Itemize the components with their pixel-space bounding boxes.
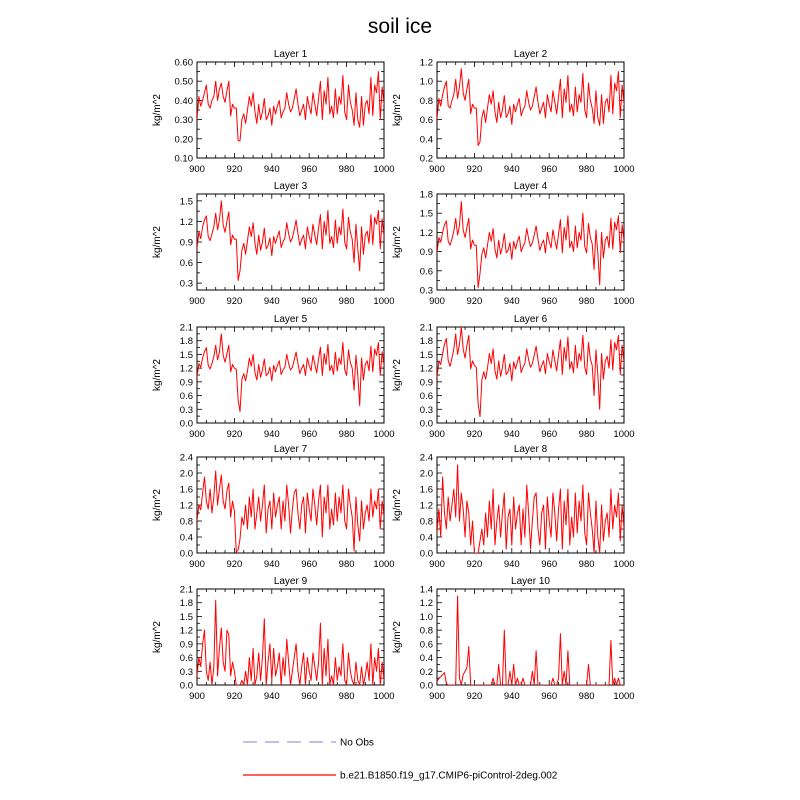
x-tick-label: 940 [503, 164, 520, 175]
x-tick-label: 960 [301, 559, 318, 570]
y-tick-label: 0.9 [419, 247, 433, 259]
y-tick-label: 1.2 [179, 216, 193, 228]
y-axis-label: kg/m^2 [392, 226, 403, 258]
series-line-layer-6 [437, 327, 626, 417]
x-tick-label: 960 [541, 559, 558, 570]
x-tick-label: 980 [338, 429, 355, 440]
panel-title: Layer 7 [273, 444, 308, 455]
y-tick-label: 0.60 [174, 57, 193, 69]
panel-title: Layer 3 [273, 181, 308, 192]
y-tick-label: 1.8 [179, 336, 193, 348]
x-tick-label: 940 [503, 296, 520, 307]
y-tick-label: 0.9 [179, 639, 193, 651]
x-tick-label: 900 [429, 559, 445, 570]
x-tick-label: 1000 [373, 164, 395, 175]
y-axis-label: kg/m^2 [152, 489, 163, 521]
y-tick-label: 0.2 [419, 153, 433, 165]
panel-title: Layer 2 [513, 49, 548, 60]
y-tick-label: 1.5 [179, 349, 193, 361]
panel-title: Layer 8 [513, 444, 548, 455]
y-tick-label: 0.0 [419, 680, 433, 692]
x-tick-label: 940 [263, 296, 280, 307]
x-tick-label: 960 [541, 429, 558, 440]
series-line-layer-2 [437, 69, 626, 146]
y-tick-label: 0.9 [419, 377, 433, 389]
panel-layer-1 [152, 49, 395, 175]
y-tick-label: 0.3 [179, 666, 193, 678]
y-tick-label: 2.1 [419, 322, 433, 334]
y-tick-label: 0.0 [179, 418, 193, 430]
x-tick-label: 920 [466, 296, 483, 307]
x-tick-label: 1000 [613, 691, 635, 702]
y-tick-label: 1.5 [419, 208, 433, 220]
y-tick-label: 0.8 [419, 95, 433, 107]
x-tick-label: 940 [263, 691, 280, 702]
legend [243, 738, 558, 782]
x-tick-label: 920 [466, 559, 483, 570]
y-tick-label: 1.2 [179, 500, 193, 512]
x-tick-label: 920 [226, 691, 243, 702]
y-tick-label: 1.0 [419, 76, 433, 88]
x-tick-label: 1000 [613, 296, 635, 307]
y-tick-label: 0.6 [179, 391, 193, 403]
x-tick-label: 1000 [373, 559, 395, 570]
x-tick-label: 940 [503, 559, 520, 570]
x-tick-label: 920 [226, 559, 243, 570]
y-tick-label: 0.6 [419, 115, 433, 127]
panel-title: Layer 10 [511, 576, 550, 587]
x-tick-label: 980 [578, 691, 595, 702]
x-tick-label: 920 [226, 296, 243, 307]
y-axis-label: kg/m^2 [152, 359, 163, 391]
x-tick-label: 940 [503, 691, 520, 702]
series-line-layer-10 [437, 596, 626, 685]
x-tick-label: 940 [263, 559, 280, 570]
x-tick-label: 980 [338, 164, 355, 175]
panel-layer-2 [392, 49, 635, 175]
x-tick-label: 960 [301, 296, 318, 307]
panel-layer-3 [152, 181, 395, 307]
y-axis-label: kg/m^2 [392, 359, 403, 391]
panel-layer-10 [392, 576, 635, 702]
x-tick-label: 980 [338, 691, 355, 702]
y-tick-label: 0.6 [419, 266, 433, 278]
x-tick-label: 960 [301, 691, 318, 702]
x-tick-label: 900 [429, 691, 445, 702]
y-tick-label: 0.4 [419, 134, 433, 146]
y-tick-label: 0.9 [179, 377, 193, 389]
x-tick-label: 940 [263, 164, 280, 175]
y-tick-label: 2.4 [179, 452, 193, 464]
series-line-layer-5 [197, 334, 386, 412]
x-tick-label: 980 [578, 559, 595, 570]
x-tick-label: 940 [263, 429, 280, 440]
panel-title: Layer 1 [273, 49, 308, 60]
x-tick-label: 980 [578, 429, 595, 440]
x-tick-label: 920 [466, 691, 483, 702]
y-tick-label: 0.40 [174, 95, 193, 107]
y-tick-label: 2.0 [179, 468, 193, 480]
y-tick-label: 1.2 [419, 227, 433, 239]
y-tick-label: 1.2 [179, 363, 193, 375]
series-line-layer-7 [197, 471, 386, 552]
x-tick-label: 960 [301, 429, 318, 440]
x-tick-label: 1000 [613, 559, 635, 570]
y-axis-label: kg/m^2 [392, 489, 403, 521]
legend-label-no-obs: No Obs [340, 737, 374, 749]
y-tick-label: 0.8 [179, 516, 193, 528]
y-tick-label: 1.8 [419, 336, 433, 348]
panel-title: Layer 4 [513, 181, 548, 192]
x-tick-label: 960 [541, 164, 558, 175]
y-tick-label: 0.6 [419, 391, 433, 403]
x-tick-label: 900 [189, 691, 205, 702]
plot-frame [437, 194, 624, 290]
y-tick-label: 0.8 [419, 516, 433, 528]
y-axis-label: kg/m^2 [152, 94, 163, 126]
x-tick-label: 900 [189, 164, 205, 175]
y-tick-label: 1.2 [179, 625, 193, 637]
x-tick-label: 1000 [373, 691, 395, 702]
y-tick-label: 0.0 [179, 548, 193, 560]
series-line-layer-1 [197, 72, 386, 141]
y-tick-label: 0.3 [179, 278, 193, 290]
x-tick-label: 980 [578, 164, 595, 175]
y-tick-label: 0.30 [174, 115, 193, 127]
y-tick-label: 1.0 [419, 611, 433, 623]
y-tick-label: 0.3 [419, 404, 433, 416]
panel-layer-9 [152, 576, 395, 702]
panel-layer-6 [392, 314, 635, 440]
plot-frame [437, 327, 624, 423]
y-tick-label: 0.4 [179, 532, 193, 544]
y-tick-label: 2.1 [179, 584, 193, 596]
y-tick-label: 2.0 [419, 468, 433, 480]
y-tick-label: 0.10 [174, 153, 193, 165]
y-tick-label: 1.5 [179, 611, 193, 623]
y-tick-label: 1.8 [419, 189, 433, 201]
legend-label-model: b.e21.B1850.f19_g17.CMIP6-piControl-2deg.002 [340, 770, 558, 782]
x-tick-label: 900 [429, 296, 445, 307]
x-tick-label: 1000 [613, 164, 635, 175]
panel-title: Layer 9 [273, 576, 308, 587]
panels-grid [152, 49, 635, 702]
x-tick-label: 920 [226, 164, 243, 175]
x-tick-label: 980 [578, 296, 595, 307]
y-tick-label: 0.0 [179, 680, 193, 692]
y-tick-label: 1.4 [419, 584, 433, 596]
x-tick-label: 900 [189, 429, 205, 440]
x-tick-label: 920 [466, 164, 483, 175]
x-tick-label: 900 [189, 559, 205, 570]
y-tick-label: 0.0 [419, 418, 433, 430]
y-tick-label: 0.6 [179, 653, 193, 665]
y-tick-label: 0.2 [419, 666, 433, 678]
y-tick-label: 1.2 [419, 363, 433, 375]
series-line-layer-3 [197, 201, 386, 281]
y-tick-label: 1.5 [179, 196, 193, 208]
x-tick-label: 1000 [373, 296, 395, 307]
x-tick-label: 900 [429, 164, 445, 175]
x-tick-label: 1000 [613, 429, 635, 440]
y-tick-label: 2.1 [179, 322, 193, 334]
y-tick-label: 1.2 [419, 57, 433, 69]
panel-layer-5 [152, 314, 395, 440]
y-tick-label: 0.0 [419, 548, 433, 560]
y-axis-label: kg/m^2 [392, 621, 403, 653]
panel-layer-4 [392, 181, 635, 307]
y-tick-label: 0.50 [174, 76, 193, 88]
panel-title: Layer 5 [273, 314, 308, 325]
series-line-layer-8 [437, 465, 626, 553]
y-tick-label: 0.6 [419, 639, 433, 651]
x-tick-label: 960 [541, 691, 558, 702]
x-tick-label: 1000 [373, 429, 395, 440]
y-tick-label: 0.3 [419, 285, 433, 297]
y-tick-label: 0.8 [419, 625, 433, 637]
x-tick-label: 900 [189, 296, 205, 307]
x-tick-label: 960 [541, 296, 558, 307]
y-axis-label: kg/m^2 [392, 94, 403, 126]
x-tick-label: 920 [466, 429, 483, 440]
x-tick-label: 980 [338, 559, 355, 570]
y-tick-label: 1.6 [419, 484, 433, 496]
y-tick-label: 1.6 [179, 484, 193, 496]
y-tick-label: 0.4 [419, 532, 433, 544]
y-tick-label: 1.2 [419, 598, 433, 610]
y-tick-label: 1.8 [179, 598, 193, 610]
panel-layer-7 [152, 444, 395, 570]
x-tick-label: 960 [301, 164, 318, 175]
x-tick-label: 940 [503, 429, 520, 440]
y-tick-label: 1.2 [419, 500, 433, 512]
series-line-layer-9 [197, 600, 386, 685]
y-tick-label: 0.4 [419, 653, 433, 665]
page-title: soil ice [367, 15, 433, 38]
y-tick-label: 0.20 [174, 134, 193, 146]
x-tick-label: 920 [226, 429, 243, 440]
x-tick-label: 980 [338, 296, 355, 307]
x-tick-label: 900 [429, 429, 445, 440]
y-tick-label: 0.6 [179, 258, 193, 270]
panel-title: Layer 6 [513, 314, 548, 325]
panel-layer-8 [392, 444, 635, 570]
y-tick-label: 0.3 [179, 404, 193, 416]
y-tick-label: 1.5 [419, 349, 433, 361]
y-tick-label: 0.9 [179, 237, 193, 249]
plot-frame [197, 327, 384, 423]
y-tick-label: 2.4 [419, 452, 433, 464]
y-axis-label: kg/m^2 [152, 621, 163, 653]
y-axis-label: kg/m^2 [152, 226, 163, 258]
series-line-layer-4 [437, 202, 626, 288]
